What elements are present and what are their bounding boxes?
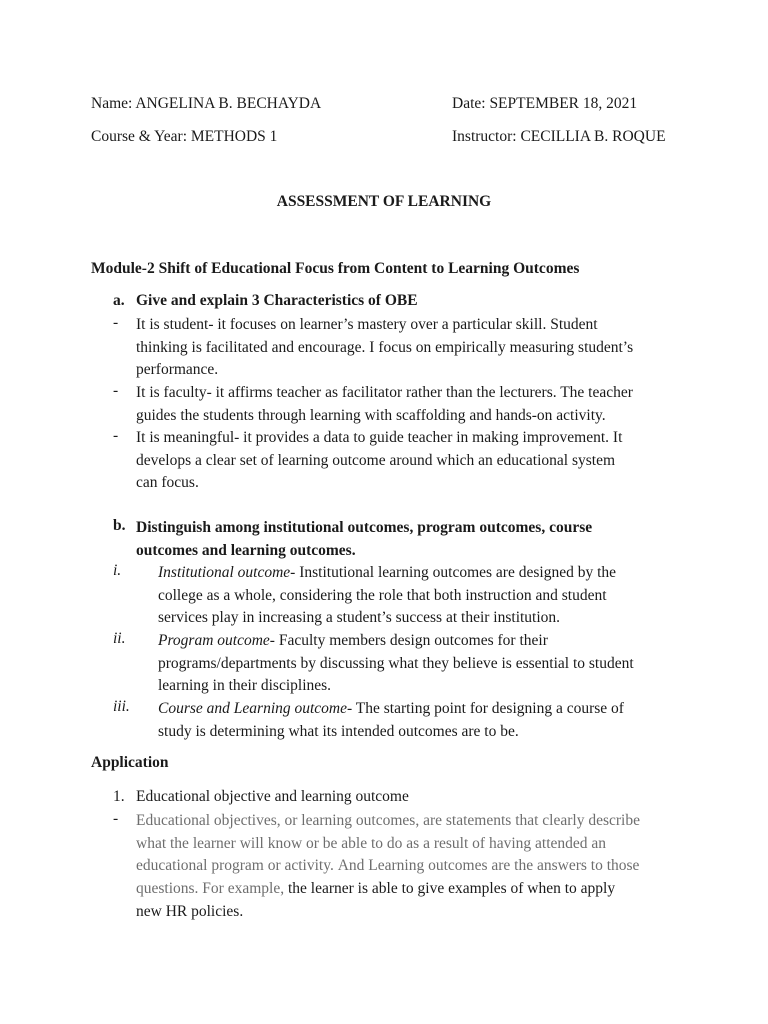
dash-marker: - <box>113 427 119 444</box>
roman-marker: iii. <box>113 698 130 715</box>
text-line: guides the students through learning with scaffolding and hands-on activity. <box>136 406 606 424</box>
bullet-text <box>136 382 681 427</box>
text-line: study is determining what its intended outcomes are to be. <box>158 722 519 740</box>
text-line <box>136 878 681 901</box>
date: Date: SEPTEMBER 18, 2021 <box>452 95 638 112</box>
outcome-term: Course and Learning outcome- <box>158 700 353 717</box>
outcome-definition: Institutional learning outcomes are designed by the <box>295 564 617 581</box>
text-line: Distinguish among institutional outcomes, program outcomes, course <box>136 519 593 536</box>
dash-marker: - <box>113 382 119 399</box>
bullet-text <box>136 427 681 495</box>
text-line: new HR policies. <box>136 902 244 920</box>
question-a-marker: a. <box>113 292 125 309</box>
text-line: It is faculty- it affirms teacher as facilitator rather than the lecturers. The teacher <box>136 384 633 401</box>
text-line: what the learner will know or be able to do as a result of having attended an <box>136 834 607 852</box>
roman-marker: i. <box>113 562 122 579</box>
application-item-marker: 1. <box>113 788 125 805</box>
question-b-text <box>136 517 681 562</box>
text-line: It is meaningful- it provides a data to guide teacher in making improvement. It <box>136 429 623 446</box>
text-line <box>158 630 688 653</box>
application-text <box>136 810 681 924</box>
text-line <box>158 562 688 585</box>
text-segment: the learner is able to give examples of when to apply <box>284 880 616 898</box>
text-line <box>158 698 688 721</box>
text-line: outcomes and learning outcomes. <box>136 541 356 559</box>
outcome-term: Institutional outcome- <box>158 564 296 581</box>
text-line: Educational objectives, or learning outcomes, are statements that clearly describe <box>136 812 640 829</box>
application-heading: Application <box>91 754 169 771</box>
outcome-text <box>158 562 688 630</box>
text-line: can focus. <box>136 474 199 492</box>
application-item-text: Educational objective and learning outcome <box>136 788 409 805</box>
student-name: Name: ANGELINA B. BECHAYDA <box>91 95 322 112</box>
outcome-text <box>158 630 688 698</box>
text-line: college as a whole, considering the role that both instruction and student <box>158 586 607 604</box>
question-a-text: Give and explain 3 Characteristics of OBE <box>136 292 418 309</box>
page-title: ASSESSMENT OF LEARNING <box>276 193 492 210</box>
outcome-term: Program outcome- <box>158 632 275 649</box>
course-year: Course & Year: METHODS 1 <box>91 128 278 145</box>
text-line: It is student- it focuses on learner’s mastery over a particular skill. Student <box>136 316 598 333</box>
text-line: programs/departments by discussing what they believe is essential to student <box>158 654 634 672</box>
instructor: Instructor: CECILLIA B. ROQUE <box>452 128 666 145</box>
text-line: learning in their disciplines. <box>158 677 332 695</box>
dash-marker: - <box>113 810 119 827</box>
text-line: services play in increasing a student’s success at their institution. <box>158 609 561 627</box>
bullet-text <box>136 314 681 382</box>
dash-marker: - <box>113 314 119 331</box>
text-line: develops a clear set of learning outcome around which an educational system <box>136 451 616 469</box>
text-line: thinking is facilitated and encourage. I focus on empirically measuring student’s <box>136 338 634 356</box>
question-b-marker: b. <box>113 517 126 534</box>
text-line: performance. <box>136 361 219 379</box>
outcome-definition: Faculty members design outcomes for their <box>274 632 548 649</box>
outcome-definition: The starting point for designing a course of <box>352 700 624 717</box>
text-line: educational program or activity. And Learning outcomes are the answers to those <box>136 857 640 875</box>
module-heading: Module-2 Shift of Educational Focus from Content to Learning Outcomes <box>91 260 580 277</box>
roman-marker: ii. <box>113 630 126 647</box>
outcome-text <box>158 698 688 743</box>
text-segment: questions. For example, <box>136 880 285 898</box>
